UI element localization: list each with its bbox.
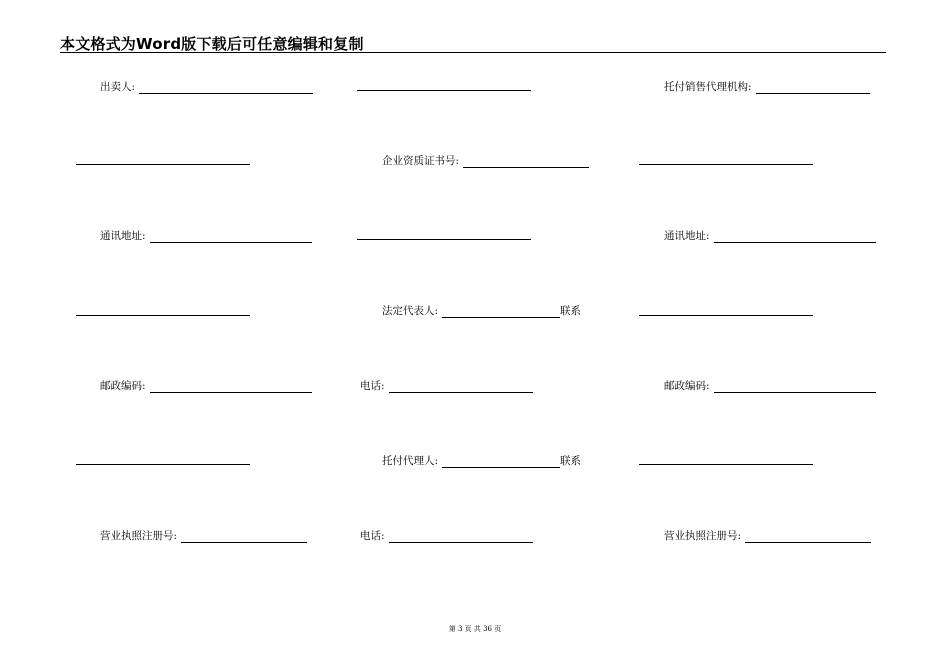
cert-label: 企业资质证书号: <box>382 155 460 167</box>
agent-blank[interactable] <box>442 457 560 468</box>
postcode-right-blank[interactable] <box>714 382 876 393</box>
address-right-label: 通讯地址: <box>664 230 710 242</box>
legal-rep-label: 法定代表人: <box>382 305 439 317</box>
cert-blank[interactable] <box>463 157 589 168</box>
postcode-left-field <box>100 379 312 393</box>
legal-rep-suffix: 联系 <box>560 305 582 317</box>
phone-field-1 <box>360 379 533 393</box>
license-left-label: 营业执照注册号: <box>100 530 178 542</box>
agent-field <box>382 454 581 468</box>
legal-rep-field <box>382 304 581 318</box>
legal-rep-continuation-line[interactable] <box>639 315 813 316</box>
postcode-left-label: 邮政编码: <box>100 380 146 392</box>
address-left-blank[interactable] <box>150 232 312 243</box>
address-left-field <box>100 229 312 243</box>
agency-continuation-line[interactable] <box>76 164 250 165</box>
agent-suffix: 联系 <box>560 455 582 467</box>
license-right-blank[interactable] <box>745 532 871 543</box>
seller-continuation-line[interactable] <box>357 90 531 91</box>
seller-blank[interactable] <box>139 83 313 94</box>
phone-label-2: 电话: <box>360 530 385 542</box>
header-divider <box>60 52 886 53</box>
legal-rep-blank[interactable] <box>442 307 560 318</box>
agency-field <box>664 80 870 94</box>
cert-continuation-line[interactable] <box>639 164 813 165</box>
seller-field <box>100 80 313 94</box>
postcode-continuation-line[interactable] <box>76 464 250 465</box>
agency-blank[interactable] <box>756 83 870 94</box>
license-left-blank[interactable] <box>181 532 307 543</box>
address-right-blank[interactable] <box>714 232 876 243</box>
phone-field-2 <box>360 529 533 543</box>
cert-field <box>382 154 589 168</box>
agent-label: 托付代理人: <box>382 455 439 467</box>
address-left-label: 通讯地址: <box>100 230 146 242</box>
license-right-field <box>664 529 871 543</box>
license-right-label: 营业执照注册号: <box>664 530 742 542</box>
postcode-right-label: 邮政编码: <box>664 380 710 392</box>
seller-label: 出卖人: <box>100 81 136 93</box>
phone-blank-2[interactable] <box>389 532 533 543</box>
phone-blank-1[interactable] <box>389 382 533 393</box>
agency-label: 托付销售代理机构: <box>664 81 752 93</box>
phone-label-1: 电话: <box>360 380 385 392</box>
address-left-continuation-line[interactable] <box>76 315 250 316</box>
postcode-left-blank[interactable] <box>150 382 312 393</box>
agent-continuation-line[interactable] <box>639 464 813 465</box>
page-number: 第 3 页 共 36 页 <box>448 625 502 633</box>
postcode-right-field <box>664 379 876 393</box>
address-continuation-line[interactable] <box>357 239 531 240</box>
address-right-field <box>664 229 876 243</box>
page-header-title: 本文格式为Word版下载后可任意编辑和复制 <box>60 35 364 53</box>
license-left-field <box>100 529 307 543</box>
